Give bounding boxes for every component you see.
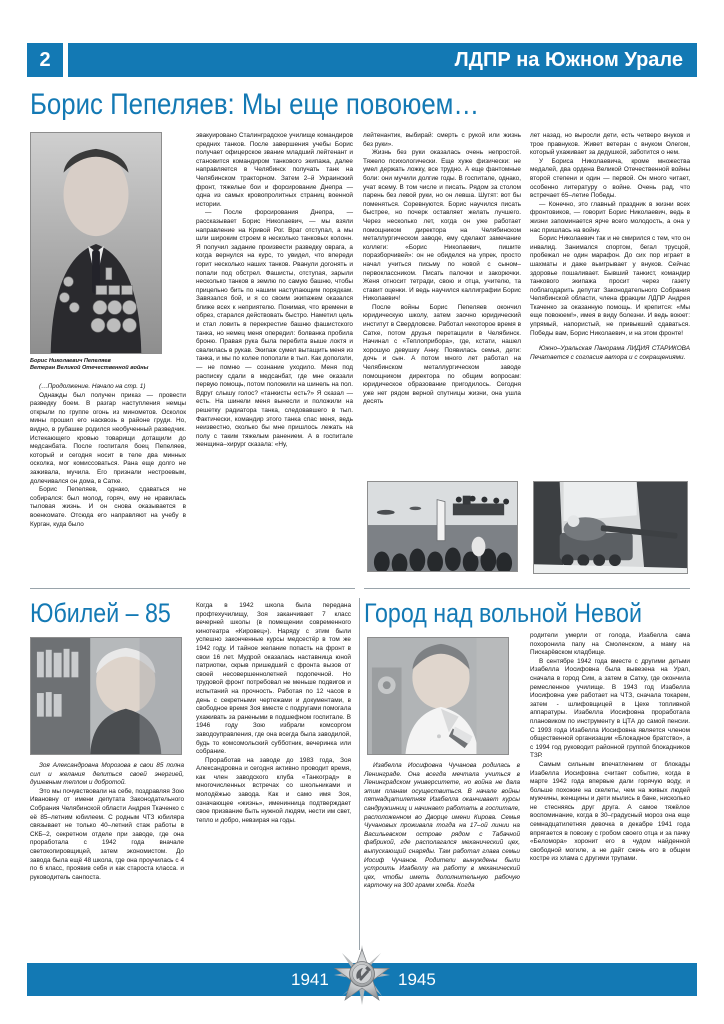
section-divider-left	[30, 588, 355, 589]
portrait-photo-image	[31, 133, 161, 353]
paragraph: Самым сильным впечатлением от блокады Изабелла Иосифовна считает событие, когда в марте 1942 года впервые дали горячую воду, и больше похожие на скелеты, чем на живых людей мужчины, женщины и дети мылись в бане, нисколько не стесняясь друг друга. А самое тяжёлое воспоминание, когда в 30–градусный мороз она еще семнадцатилетняя девочка в декабре 1941 года впрягается в повозку с гробом своего отца и за пачку «Беломора» хоронит его в чудом найденной свободной могиле, а не дайт сжечь его в общем костре из хлама с другими трупами.	[530, 760, 690, 863]
jubilee-photo-image	[31, 638, 181, 754]
portrait-photo-pepelyaev	[30, 132, 162, 354]
portrait-caption-line2: Ветеран Великой Отечественной войны	[30, 365, 149, 372]
city-photo-image	[368, 638, 508, 754]
order-emblem-icon	[333, 944, 391, 1006]
paragraph: У Бориса Николаевича, кроме множества медалей, два ордена Великой Отечественной войны второй степени и один — первой. Он много читает, особенно литературу о войне. Очень рад, что встречает 65–летие Победы.	[530, 157, 690, 200]
jubilee-column-2	[196, 602, 351, 825]
paragraph: После войны Борис Пепеляев окончил юридическую школу, затем заочно юридический институт в Свердловске. Работал некоторое время в Сатке, потом друзья перетащили в Челябинск. Начинал с «Теплоприбора», где, кстати, нашел хорошую девушку Анну. Появилась семья, дети: дочь и сын. А потом много лет работал на Челябинском металлургическом заводе помощником директора по общим вопросам: юридическое образование пригодилось. Сегодня уже нет рядом верной спутницы жизни, она ушла десять	[363, 303, 521, 406]
center-vertical-divider	[359, 598, 360, 950]
paragraph: Однажды был получен приказ — провести разведку боем. В разгар наступления немцы открыли по группе огонь из минометов. Осколок мины прошил его насквозь в районе груди. Но, видно, в рубашке родился необученный разведчик. Истекающего кровью товарищи дотащили до медсанбата. После госпиталя боец Пепеляев, который и сегодня носит в теле два минных осколка, мог комиссоваться. Рана еще долго не заживала, мучила. Его признали нестроевым, долечивался он дома, в Сатке.	[30, 391, 186, 485]
footer-year-start: 1941	[291, 970, 329, 989]
city-photo-chuchanova	[367, 637, 509, 755]
section-divider-right	[364, 588, 690, 589]
paragraph: Это мы почувствовали на себе, поздравляя Зою Ивановну от имени депутата Законодательного Собрания Челябинской области Андрея Ткаченко с её 85–летним юбилеем. С родным ЧТЗ юбиляра связывает не только 40–летний стаж работы в СКБ–2, секретном отделе при заводе, где она проработала с 1942 года вначале светокопировщицей, затем экономистом. До завода была ещё 48 школа, где она проучилась с 4 по 6 класс, проявив себя и как староста класса. и руководитель санпоста.	[30, 787, 184, 881]
tank-photo	[533, 481, 688, 574]
paragraph: Зоя Александровна Морозова в свои 85 полна сил и желания делиться своей энергией, душевным теплом и добротой.	[30, 762, 184, 787]
paragraph: Изабелла Иосифовна Чучанова родилась в Ленинграде. Она всегда мечтала учиться в Ленинградском университете, но война не дала этим планам осуществиться. В начале войны пятнадцатилетняя Изабелла оканчивает курсы сандружинниц и начинает работать в госпитале, расположенном во Дворце имени Кирова. Семья Чучановых проживала тогда на 17–ой линии на Васильевском острове рядом с Табачной фабрикой, где располагался механический цех, выпускающий снаряды. Там работал глава семьи Иосиф Чучанов. Родители вынуждены были устроить Изабеллу на работу в механический цех, чтобы иметь дополнительную рабочую карточку на 300 грамм хлеба. Когда	[364, 762, 520, 890]
paragraph: эвакуировано Сталинградское училище командиров средних танков. После завершения учебы Борис получает офицерское звание младший лейтенант и становится командиром танкового экипажа, далее направляется в Челябинск получать танк на Челябинском тракторном. Затем 2–й Украинский фронт, тяжелые бои и форсирование Днепра — одна из самых кровопролитных страниц военной истории.	[196, 132, 353, 208]
paragraph: родители умерли от голода, Изабелла сама похоронила папу на Смоленском, а маму на Пискарёвском кладбище.	[530, 632, 690, 657]
main-article-column-4	[530, 132, 690, 362]
paragraph: Жизнь без руки оказалась очень непростой. Тяжело психологически. Еще хуже физически: не умел держать ложку, все трудно. А еще фантомные боли: они мучили долгие годы. В госпитале, однако, учат всему. В том числе и писать. Рядом за столом парень без левой руки, но он левша. Шутят: вот бы поменяться. Соревнуются. Борис научился писать быстрее, но почерк оставляет желать лучшего. Через несколько лет, когда он уже работает помощником директора на Челябинском металлургическом заводе, ему сделают замечание коллеги: «Борис Николаевич, пишите поразборчивей»: он не обиделся на упрек, просто начал учиться письму по новой с сыном–первоклассником. Писать палочки и закорючки. Женя относит тетради, свою и отца, учителю, та ставит оценки. И ведь научился каллиграфии Борис Николаевич!	[363, 149, 521, 303]
footer-year-end: 1945	[398, 970, 436, 989]
paragraph: — Конечно, это главный праздник в жизни всех фронтовиков, — говорит Борис Николаевич, ведь в жизни запоминается ярче всего молодость, а она у нас пришлась на войну.	[530, 200, 690, 234]
publication-title: ЛДПР на Южном Урале	[68, 43, 697, 77]
jubilee-headline: Юбилей – 85	[30, 598, 171, 628]
city-column-1	[364, 762, 520, 891]
city-headline: Город над вольной Невой	[364, 598, 642, 628]
tank-photo-image	[534, 482, 687, 573]
paragraph: Когда в 1942 школа была передана профтехучилищу, Зоя заканчивает 7 класс вечерней школы (в помещении современного кинотеатра «Кировец»). Наряду с этим были успешно законченные курсы медсестёр в том же 1942 году. И тайное желание попасть на фронт в свои 16 лет. Мудрой оказалась наставница юной патриотки, скрыв пришедший с фронта вызов от своей несовершеннолетней подопечной. Но трудовой фронт потребовал не меньше подвигов и испытаний на прочность. Работая по 12 часов в день с секретными чертежами и документами, в свободное время Зоя вместе с подругами помогала ухаживать за ранеными в подшефном госпитале. В 1946 году Зою избрали комсоргом заводоуправления, где она всегда была заводилой, будь то комсомольский субботник, вечеринка или собрание.	[196, 602, 351, 756]
main-article-column-1	[30, 383, 186, 529]
paragraph: — После форсирования Днепра, — рассказывает Борис Николаевич, — мы взяли направление на Кривой Рог. Враг отступал, а мы шли широким строем в несколько танковых колонн. Я получил задание произвести разведку оврага, а когда вернулся на курс, то увидел, что впереди горит несколько наших танков. Рванули догонять и попали под обстрел. Фашисты, отступая, зарыли несколько танков в землю по самую башню, чтобы прицельно бить по нашим наступающим порядкам. Завязался бой, и я со своим экипажем оказался ближе всех к неприятелю. Понимая, что времени в обрез, старался действовать быстро. Наметил цель и стал ловить в перекрестие башню фашистского танка, но немец меня опередил: болванка пробила броню. Правая рука была перебита выше локтя и свалилась в рукав. Экипаж сумел вытащить меня из танка, и мы по колее поползли в тыл. Как доползли, — не помню — сознание уходило. Меня под расписку сдали в медсанбат, где мне оказали первую помощь, потом положили на шинель на пол. Вдруг слышу голос? «танкисты есть?» Я сказал — есть. На шинели меня вынесли и положили на решетку радиатора танка, следовавшего в тыл. Фактически, командир этого танка спас меня, ведь неизвестно, сколько бы мне пришлось лежать на полу с таким тяжелым ранением. А в госпитале женщина–хирург сказала: «Ну,	[196, 209, 353, 449]
continuation-note: (…Продолжение. Начало на стр. 1)	[39, 383, 146, 390]
paragraph: Борис Пепеляев, однако, сдаваться не собирался: был молод, горяч, ему не нравилась тыловая жизнь. И он снова оказывается в военкомате. Отсюда его направляют на учебу в Курган, куда было	[30, 486, 186, 528]
paragraph: Борис Николаевич так и не смирился с тем, что он инвалид. Занимался спортом, бегал трусцой, пробежал не один марафон. До сих пор играет в шахматы и даже выигрывает у внуков. Сейчас здоровье пошаливает. Бывший танкист, командир танкового экипажа просит через газету поблагодарить депутат Законодательного Собрания Челябинской области, члена фракции ЛДПР Андрея Ткаченко за оказанную помощь. И крепится: «Мы еще повоюем!», имея в виду болезни. И ведь воюет: упрямый, напористый, не привыкший сдаваться. Победы вам, Борис Николаевич, и на этом фронте!	[530, 235, 690, 337]
paragraph: лет назад, но выросли дети, есть четверо внуков и трое правнуков. Живет ветеран с внуком Олегом, который ухаживает за дедушкой, заботится о нем.	[530, 132, 690, 157]
order-of-patriotic-war-emblem	[333, 944, 391, 1006]
river-crossing-photo-image	[368, 482, 517, 571]
main-article-column-2	[196, 132, 353, 450]
jubilee-photo-morozova	[30, 637, 182, 755]
paragraph: Проработав на заводе до 1983 года, Зоя Александровна и сегодня активно проводит время, как член заводского клуба «Танкоград» в многочисленных встречах со школьниками и молодёжью завода. Как и само имя Зоя, означающее «жизнь», именинница подтверждает свое призвание быть нужной людям, нести им свет, тепло и добро, невзирая на годы.	[196, 756, 351, 824]
page-number: 2	[27, 43, 63, 77]
city-column-2	[530, 632, 690, 864]
portrait-caption-line1: Борис Николаевич Пепеляев	[30, 358, 111, 364]
portrait-caption	[30, 358, 180, 373]
masthead	[27, 43, 697, 77]
main-article-column-3	[363, 132, 521, 407]
paragraph: лейтенантик, выбирай: смерть с рукой или жизнь без руки».	[363, 132, 521, 148]
paragraph: В сентябре 1942 года вместе с другими детьми Изабелла Иосифовна была вывезена на Урал, сначала в город Сим, а затем в Сатку, где окончила ремесленное училище. В 1943 год Изабелла Иосифовна уже работает на ЧТЗ, сначала токарем, затем - шлифовщицей в Цехе топливной аппаратуры. Изабелла Иосифовна проработала плановиком по инструменту в ЦТА до самой пенсии. С 1993 года Изабелла Иосифовна является членом общественной организации «Блокадное братство», а с 1994 год руководит районной группой блокадников ТЗР.	[530, 657, 690, 760]
jubilee-column-1	[30, 762, 184, 882]
river-crossing-photo	[367, 481, 518, 572]
byline: Южно–Уральская Панорама ЛИДИЯ СТАРИКОВА Печатается с согласия автора и с сокращениями.	[530, 345, 690, 361]
main-article-headline: Борис Пепеляев: Мы еще повоюем…	[30, 88, 480, 121]
